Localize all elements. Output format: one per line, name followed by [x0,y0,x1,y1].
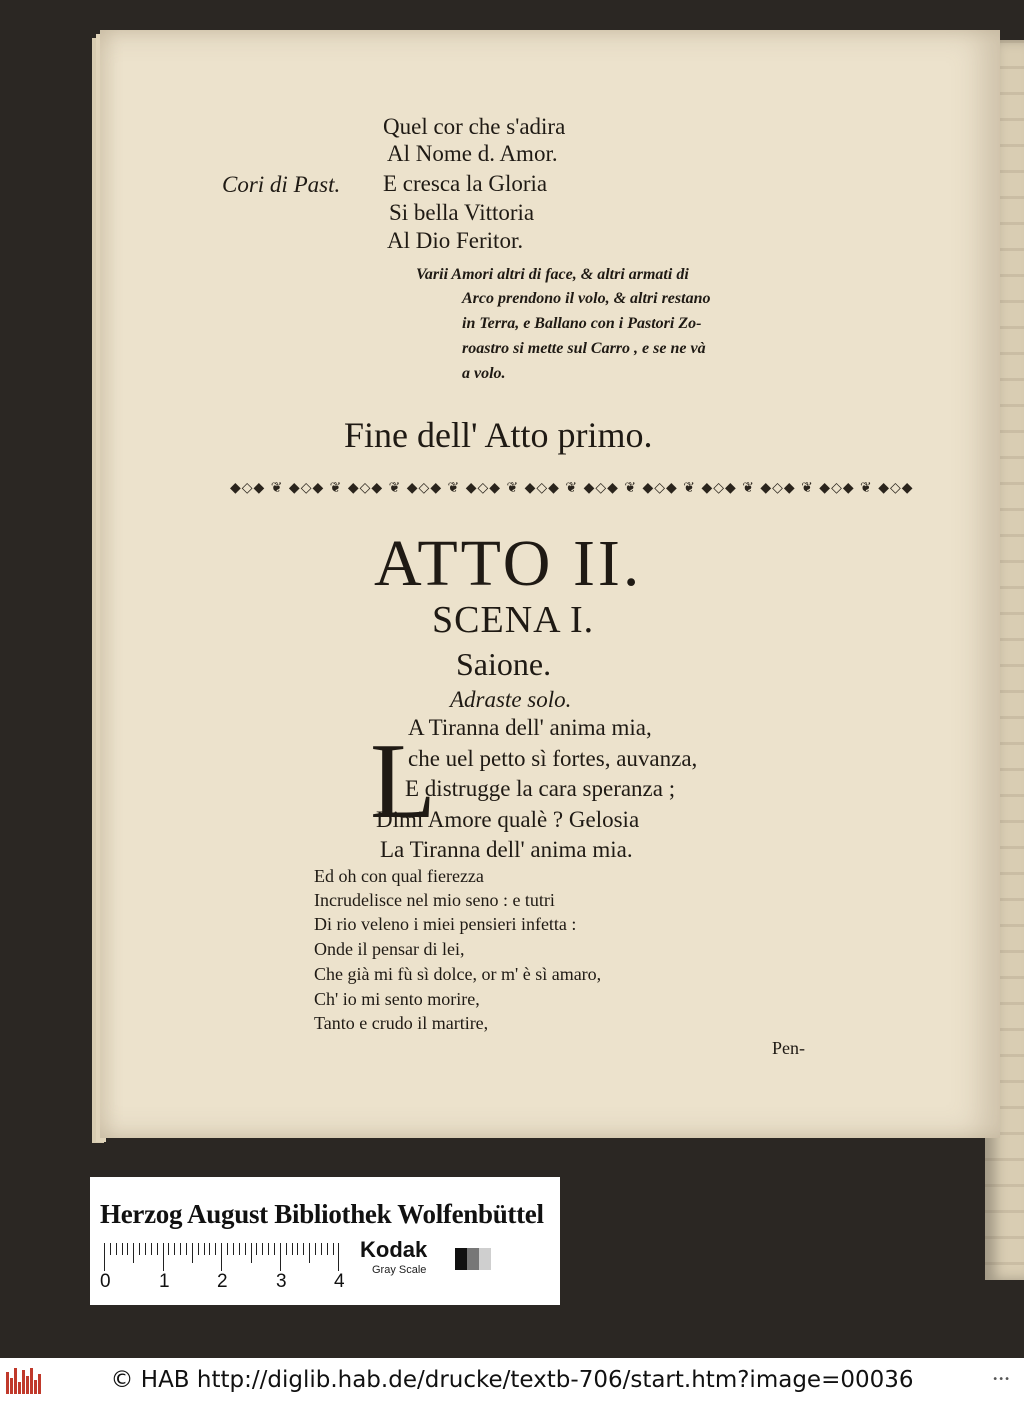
ruler-tick [145,1243,146,1255]
ruler-tick [256,1243,257,1255]
ruler-tick [180,1243,181,1255]
gray-swatches [455,1248,491,1270]
ruler-tick [327,1243,328,1255]
verse-line: Quel cor che s'adira [383,114,566,139]
ruler-tick [163,1243,164,1271]
ruler-tick [104,1243,105,1271]
ruler-number: 1 [159,1271,170,1292]
scene-title: SCENA I. [432,599,595,641]
ruler-tick [192,1243,193,1263]
stage-direction-line: a volo. [462,365,506,382]
ruler-tick [133,1243,134,1263]
stage-direction-line: roastro si mette sul Carro , e se ne và [462,340,706,357]
ruler-tick [151,1243,152,1255]
ruler-tick [338,1243,339,1271]
ruler-tick [198,1243,199,1255]
verse-line: Incrudelisce nel mio seno : e tutri [314,890,555,910]
ruler-tick [303,1243,304,1255]
ruler-tick [209,1243,210,1255]
verse-line: che uel petto sì fortes, auvanza, [408,746,698,771]
catchword: Pen- [772,1038,805,1058]
more-icon[interactable]: ••• [992,1374,1010,1385]
ruler-tick [280,1243,281,1271]
verse-line: Onde il pensar di lei, [314,939,465,959]
drop-cap: L [370,722,436,841]
ruler-tick [174,1243,175,1255]
verse-line: Ed oh con qual fierezza [314,866,484,886]
ruler-tick [122,1243,123,1255]
ruler-tick [262,1243,263,1255]
ornament-rule: ◆◇◆ ❦ ◆◇◆ ❦ ◆◇◆ ❦ ◆◇◆ ❦ ◆◇◆ ❦ ◆◇◆ ❦ ◆◇◆ ❦ ◆◇◆ ❦ ◆◇◆ ❦ ◆◇◆ ❦ ◆◇◆ ❦ ◆◇◆ [230,480,914,496]
footer-citation: © HAB http://diglib.hab.de/drucke/textb-706/start.htm?image=00036 [110,1367,914,1393]
act-title: ATTO II. [374,527,643,600]
verse-line: E distrugge la cara speranza ; [405,776,676,801]
ruler-tick [274,1243,275,1255]
stage-direction-line: Varii Amori altri di face, & altri armati di [416,266,689,283]
ruler-number: 0 [100,1271,111,1292]
ruler-number: 4 [334,1271,345,1292]
ruler-tick [157,1243,158,1255]
act-end-heading: Fine dell' Atto primo. [344,415,653,455]
ruler-tick [286,1243,287,1255]
ruler-tick [215,1243,216,1255]
ruler-number: 2 [217,1271,228,1292]
ruler-tick [268,1243,269,1255]
ruler-tick [116,1243,117,1255]
ruler-tick [292,1243,293,1255]
ruler-tick [321,1243,322,1255]
library-name: Herzog August Bibliothek Wolfenbüttel [100,1199,544,1229]
stage-direction-line: Arco prendono il volo, & altri restano [462,290,711,307]
verse-line: A Tiranna dell' anima mia, [408,715,652,740]
verse-line: Al Nome d. Amor. [387,141,558,166]
ruler-tick [221,1243,222,1271]
ruler-tick [315,1243,316,1255]
speaker-label: Cori di Past. [222,172,341,197]
ruler-tick [333,1243,334,1255]
verse-line: Dimi Amore qualè ? Gelosia [376,807,640,832]
ruler-tick [233,1243,234,1255]
ruler-tick [309,1243,310,1263]
ruler-tick [110,1243,111,1255]
ruler-tick [139,1243,140,1255]
kodak-logo: Kodak [360,1237,428,1262]
ruler-tick [127,1243,128,1255]
verse-line: La Tiranna dell' anima mia. [380,837,633,862]
verse-line: Ch' io mi sento morire, [314,989,480,1009]
footer-bar [0,1358,1024,1403]
ruler-tick [251,1243,252,1263]
verse-line: Al Dio Feritor. [387,228,524,253]
verse-line: Che già mi fù sì dolce, or m' è sì amaro, [314,964,602,984]
verse-line: Si bella Vittoria [389,200,535,225]
ruler-tick [245,1243,246,1255]
stage-direction-line: in Terra, e Ballano con i Pastori Zo- [462,315,702,332]
ruler-tick [168,1243,169,1255]
setting-label: Saione. [456,646,552,682]
ruler-tick [227,1243,228,1255]
gray-scale-label: Gray Scale [372,1264,427,1276]
ruler-tick [204,1243,205,1255]
verse-line: Tanto e crudo il martire, [314,1013,489,1033]
ruler-tick [297,1243,298,1255]
verse-line: E cresca la Gloria [383,171,548,196]
ruler-number: 3 [276,1271,287,1292]
ruler-tick [186,1243,187,1255]
character-label: Adraste solo. [450,687,572,712]
ruler-tick [239,1243,240,1255]
library-label [90,1177,560,1305]
book-page [100,30,1000,1138]
verse-line: Di rio veleno i miei pensieri infetta : [314,914,577,934]
ruler [104,1243,348,1273]
